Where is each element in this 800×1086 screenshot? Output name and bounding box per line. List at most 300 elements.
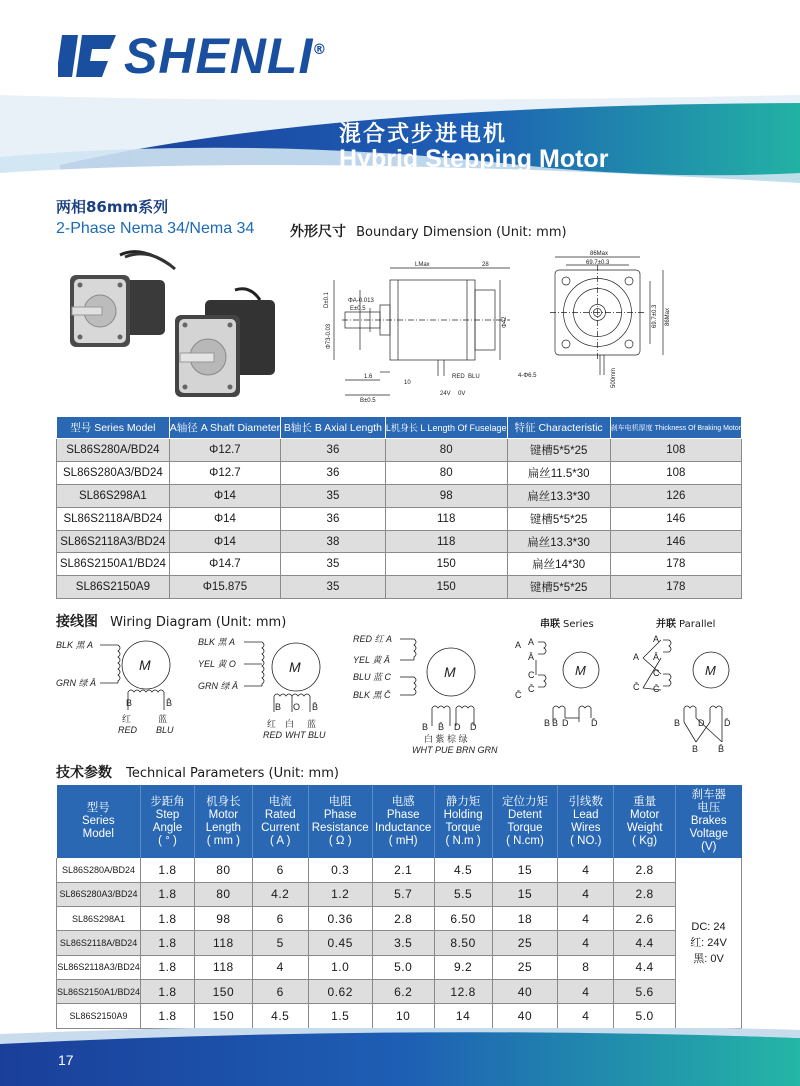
tech-row	[57, 955, 742, 979]
spec-cell: SL86S2118A3/BD24	[57, 530, 170, 553]
tech-header-cell	[434, 785, 492, 858]
d2-blk: BLK 黑 A	[198, 637, 236, 647]
d5-b: B	[674, 718, 681, 728]
tech-table	[56, 785, 742, 1029]
tech-cell: 1.5	[308, 1004, 372, 1028]
tech-header-row	[57, 785, 742, 858]
d1-red-en: RED	[118, 725, 138, 735]
d2-yel: YEL 黄 O	[198, 659, 236, 669]
d5-abar: Ā	[653, 652, 660, 662]
dim-blu: BLU	[468, 374, 480, 380]
dim-d73: Φ73-0.03	[326, 323, 332, 349]
d1-blu-zh: 蓝	[158, 714, 168, 724]
spec-cell: Φ12.7	[169, 461, 280, 484]
tech-cell: 18	[492, 907, 558, 931]
tech-header-line: 步距角	[150, 795, 185, 808]
d3-bbar: B̄	[438, 722, 445, 732]
d4-cbar: C̄	[528, 684, 535, 694]
tech-cell: 40	[492, 1004, 558, 1028]
tech-cell: 2.8	[372, 907, 434, 931]
motor-photos	[60, 245, 285, 410]
tech-header-line: Holding	[443, 808, 483, 821]
d4-a2: A	[515, 640, 522, 650]
tech-title-en: Technical Parameters (Unit: mm)	[126, 766, 339, 781]
series-label-zh: 串联	[540, 619, 560, 630]
d3-colors-en: WHT PUE BRN GRN	[412, 745, 498, 755]
tech-cell: 1.0	[308, 955, 372, 979]
dim-16: 1.6	[364, 374, 373, 380]
brand-name: SHENLI	[124, 28, 314, 84]
tech-cell: 4.5	[434, 858, 492, 882]
tech-header-line: Resistance	[311, 821, 369, 834]
tech-header-line: 刹车器	[691, 789, 727, 801]
tech-cell: 0.36	[308, 907, 372, 931]
tech-header-line: Series	[81, 815, 115, 827]
tech-cell: 118	[194, 955, 252, 979]
tech-cell: 5.0	[372, 955, 434, 979]
spec-row	[57, 553, 742, 576]
front-view-drawing	[500, 245, 680, 405]
tech-header-line: 重量	[633, 795, 657, 808]
tech-cell: 2.8	[614, 882, 676, 906]
d5-motor: M	[705, 663, 716, 678]
tech-header-line: Torque	[445, 821, 481, 834]
d3-colors-zh: 白 紫 棕 绿	[424, 734, 468, 744]
spec-row	[57, 439, 742, 462]
parallel-label	[656, 615, 715, 630]
wiring-heading	[56, 611, 286, 631]
d5-a2: A	[633, 652, 640, 662]
side-view-drawing	[320, 250, 530, 410]
dim-d: D±0.1	[324, 292, 330, 308]
spec-cell: 扁丝11.5*30	[507, 461, 610, 484]
d1-bbar: B̄	[166, 698, 173, 708]
brake-voltage-line: 黑: 0V	[693, 952, 724, 965]
tech-header-line: Model	[82, 828, 114, 840]
dim-86max: 86Max	[590, 251, 609, 257]
tech-header-line: 电感	[391, 795, 415, 808]
tech-cell: 4.2	[252, 882, 308, 906]
tech-header-line: 电流	[268, 795, 292, 808]
spec-cell: 36	[281, 507, 386, 530]
tech-cell: 10	[372, 1004, 434, 1028]
dim-a: ΦA-0.013	[348, 298, 374, 304]
tech-cell: 6	[252, 858, 308, 882]
tech-cell: SL86S280A/BD24	[57, 858, 141, 882]
tech-cell: 150	[194, 1004, 252, 1028]
d4-dbar: D̄	[591, 718, 598, 728]
spec-cell: 36	[281, 461, 386, 484]
tech-header-cell	[194, 785, 252, 858]
spec-cell: SL86S2150A9	[57, 576, 170, 599]
tech-cell: 40	[492, 979, 558, 1003]
tech-header-line: 电阻	[328, 795, 352, 808]
tech-header-line: Detent	[508, 808, 542, 821]
tech-row	[57, 858, 742, 882]
tech-title-zh: 技术参数	[56, 765, 112, 781]
tech-header-cell	[57, 785, 141, 858]
d2-wht-zh: 白	[285, 719, 295, 729]
d3-yel: YEL 黄 Ā	[353, 655, 390, 665]
d4-abar: Ā	[528, 652, 535, 662]
tech-cell: 5.0	[614, 1004, 676, 1028]
tech-cell: 6.50	[434, 907, 492, 931]
tech-row	[57, 907, 742, 931]
spec-row	[57, 484, 742, 507]
footer-band	[0, 1028, 800, 1086]
tech-header-line: Step	[155, 808, 180, 821]
tech-cell: 15	[492, 858, 558, 882]
tech-header-line: Motor	[629, 808, 660, 821]
d3-blk: BLK 黑 C̄	[353, 690, 391, 700]
tech-header-cell	[492, 785, 558, 858]
d5-dbar: D̄	[724, 718, 731, 728]
wiring-title-zh: 接线图	[56, 614, 98, 630]
tech-header-cell	[558, 785, 614, 858]
d2-red-en: RED	[263, 730, 283, 740]
dim-697b: 69.7±0.3	[652, 304, 658, 328]
d5-a: A	[653, 634, 660, 644]
d4-a: A	[528, 637, 535, 647]
d1-blu-en: BLU	[156, 725, 174, 735]
spec-cell: 键槽5*5*25	[507, 439, 610, 462]
wiring-diagrams	[56, 630, 746, 760]
tech-cell: 4.4	[614, 931, 676, 955]
spec-row	[57, 530, 742, 553]
tech-cell: 25	[492, 955, 558, 979]
spec-cell: 108	[610, 461, 741, 484]
tech-header-line: Rated	[264, 808, 296, 821]
page-title-en: Hybrid Stepping Motor	[339, 145, 609, 173]
series-title-zh: 两相86mm系列	[56, 198, 169, 216]
spec-cell: SL86S2118A/BD24	[57, 507, 170, 530]
brake-voltage-cell	[676, 858, 742, 1028]
spec-cell: 扁丝14*30	[507, 553, 610, 576]
spec-cell: 178	[610, 576, 741, 599]
tech-cell: 2.1	[372, 858, 434, 882]
dimension-title-en: Boundary Dimension (Unit: mm)	[356, 225, 567, 240]
parallel-label-en: Parallel	[679, 619, 716, 630]
d2-o: O	[293, 702, 301, 712]
d3-red: RED 红 A	[353, 634, 393, 644]
spec-cell: 36	[281, 439, 386, 462]
tech-header-line: Phase	[323, 808, 357, 821]
tech-heading	[56, 762, 339, 782]
spec-cell: SL86S280A/BD24	[57, 439, 170, 462]
wiring-title-en: Wiring Diagram (Unit: mm)	[110, 615, 287, 630]
tech-cell: 4	[558, 858, 614, 882]
tech-cell: 6	[252, 979, 308, 1003]
d5-bbar: B̄	[718, 744, 725, 754]
d1-grn: GRN 绿 Ā	[56, 678, 97, 688]
d4-b: B	[544, 718, 551, 728]
tech-row	[57, 931, 742, 955]
series-title-en: 2-Phase Nema 34/Nema 34	[56, 220, 255, 237]
tech-header-line: Phase	[386, 808, 420, 821]
d3-b: B	[422, 722, 429, 732]
d3-d: D	[454, 722, 461, 732]
tech-cell: 4	[558, 882, 614, 906]
spec-row	[57, 461, 742, 484]
tech-cell: 5.5	[434, 882, 492, 906]
tech-header-line: ( N.cm)	[506, 834, 544, 847]
tech-cell: 4	[558, 907, 614, 931]
dim-lmax: LMax	[415, 262, 430, 268]
d1-red-zh: 红	[122, 714, 132, 724]
tech-cell: 0.62	[308, 979, 372, 1003]
spec-cell: Φ14	[169, 507, 280, 530]
tech-header-line: ( mm )	[206, 834, 240, 847]
d2-motor: M	[289, 659, 301, 675]
tech-cell: 1.8	[141, 931, 195, 955]
tech-header-cell	[614, 785, 676, 858]
tech-cell: 1.8	[141, 955, 195, 979]
tech-cell: 1.8	[141, 979, 195, 1003]
spec-header-characteristic: 特征 Characteristic	[507, 417, 610, 439]
tech-cell: 98	[194, 907, 252, 931]
spec-cell: 118	[385, 507, 507, 530]
d4-bbar: B̄	[552, 718, 559, 728]
tech-cell: 1.8	[141, 882, 195, 906]
registered-mark: ®	[312, 42, 328, 58]
tech-header-cell	[676, 785, 742, 858]
tech-cell: 4.4	[614, 955, 676, 979]
spec-header-model: 型号 Series Model	[57, 417, 170, 439]
tech-header-line: Torque	[507, 821, 543, 834]
tech-cell: SL86S2118A3/BD24	[57, 955, 141, 979]
spec-cell: 80	[385, 439, 507, 462]
spec-cell: 126	[610, 484, 741, 507]
d2-wht-en: WHT	[285, 730, 306, 740]
spec-header-braking: 刹车电机厚度 Thickness Of Braking Motor	[610, 417, 741, 439]
tech-cell: 4.5	[252, 1004, 308, 1028]
spec-header-axial: B轴长 B Axial Length	[281, 417, 386, 439]
spec-cell: 35	[281, 484, 386, 507]
tech-cell: 1.8	[141, 858, 195, 882]
tech-cell: 150	[194, 979, 252, 1003]
d3-dbar: D̄	[470, 722, 477, 732]
tech-header-line: Weight	[626, 821, 663, 834]
spec-row	[57, 576, 742, 599]
tech-cell: 5.7	[372, 882, 434, 906]
d5-d: D	[698, 718, 705, 728]
tech-cell: SL86S298A1	[57, 907, 141, 931]
tech-header-line: ( A )	[270, 834, 291, 847]
d3-blu: BLU 蓝 C	[353, 672, 392, 682]
tech-cell: 8	[558, 955, 614, 979]
tech-header-line: Length	[205, 821, 241, 834]
d5-c: C	[653, 668, 660, 678]
d2-grn: GRN 绿 Ā	[198, 681, 239, 691]
tech-cell: 15	[492, 882, 558, 906]
tech-header-line: Motor	[208, 808, 239, 821]
tech-cell: SL86S2150A1/BD24	[57, 979, 141, 1003]
spec-cell: Φ15.875	[169, 576, 280, 599]
d1-b: B	[126, 698, 133, 708]
series-label	[540, 615, 594, 630]
tech-cell: 0.3	[308, 858, 372, 882]
tech-cell: 1.8	[141, 1004, 195, 1028]
spec-cell: 98	[385, 484, 507, 507]
spec-cell: 146	[610, 507, 741, 530]
tech-header-line: ( N.m )	[445, 834, 481, 847]
page-title-zh: 混合式步进电机	[339, 122, 508, 147]
d1-motor: M	[139, 657, 151, 673]
tech-header-line: Current	[261, 821, 300, 834]
d5-cbar: C̄	[653, 684, 660, 694]
spec-cell: 35	[281, 576, 386, 599]
dim-d42: Φ42	[502, 316, 508, 328]
spec-cell: 150	[385, 553, 507, 576]
spec-cell: 178	[610, 553, 741, 576]
dim-500mm: 500mm	[611, 367, 617, 388]
tech-header-line: 静力矩	[445, 795, 481, 808]
parallel-label-zh: 并联	[656, 619, 676, 630]
tech-header-line: ( Ω )	[328, 834, 352, 847]
spec-cell: 80	[385, 461, 507, 484]
tech-cell: 6.2	[372, 979, 434, 1003]
tech-header-line: Lead	[573, 808, 599, 821]
d4-c: C	[528, 670, 535, 680]
tech-header-line: 机身长	[206, 795, 241, 808]
tech-cell: 1.2	[308, 882, 372, 906]
tech-header-line: Wires	[571, 821, 601, 834]
tech-header-line: Voltage	[689, 828, 728, 840]
tech-cell: SL86S2118A/BD24	[57, 931, 141, 955]
tech-header-cell	[141, 785, 195, 858]
spec-header-row	[57, 417, 742, 439]
tech-cell: 14	[434, 1004, 492, 1028]
page-number: 17	[58, 1052, 74, 1068]
d2-b: B	[275, 702, 282, 712]
spec-cell: SL86S298A1	[57, 484, 170, 507]
tech-cell: 9.2	[434, 955, 492, 979]
brake-voltage-line: 红: 24V	[690, 936, 727, 949]
d1-blk: BLK 黑 A	[56, 640, 94, 650]
tech-header-line: Inductance	[375, 821, 432, 834]
tech-cell: 80	[194, 858, 252, 882]
tech-cell: 3.5	[372, 931, 434, 955]
spec-header-length: L机身长 L Length Of Fuselage	[385, 417, 507, 439]
tech-cell: 12.8	[434, 979, 492, 1003]
tech-header-line: ( NO.)	[570, 834, 602, 847]
spec-cell: 扁丝13.3*30	[507, 484, 610, 507]
tech-cell: 0.45	[308, 931, 372, 955]
spec-cell: SL86S280A3/BD24	[57, 461, 170, 484]
dimension-title-zh: 外形尺寸	[290, 224, 346, 240]
tech-header-cell	[252, 785, 308, 858]
dim-10: 10	[404, 380, 411, 386]
spec-cell: 118	[385, 530, 507, 553]
dim-0v: 0V	[458, 391, 466, 397]
dim-28: 28	[482, 262, 489, 268]
d2-blu-en: BLU	[308, 730, 326, 740]
spec-cell: Φ12.7	[169, 439, 280, 462]
tech-header-line: ( Kg)	[632, 834, 658, 847]
spec-cell: 38	[281, 530, 386, 553]
tech-cell: 2.6	[614, 907, 676, 931]
d4-cbar2: C̄	[515, 690, 522, 700]
tech-row	[57, 1004, 742, 1028]
series-label-en: Series	[563, 619, 594, 630]
tech-cell: 6	[252, 907, 308, 931]
spec-cell: 108	[610, 439, 741, 462]
tech-cell: 2.8	[614, 858, 676, 882]
tech-row	[57, 882, 742, 906]
tech-cell: 4	[252, 955, 308, 979]
tech-cell: 4	[558, 1004, 614, 1028]
spec-cell: Φ14	[169, 530, 280, 553]
spec-row	[57, 507, 742, 530]
d2-bbar: B̄	[312, 702, 319, 712]
tech-header-line: (V)	[701, 841, 717, 853]
tech-header-line: Brakes	[690, 815, 727, 827]
brand-logo	[58, 28, 328, 84]
tech-header-line: ( mH)	[388, 834, 418, 847]
spec-cell: Φ14.7	[169, 553, 280, 576]
brake-voltage-line: DC: 24	[691, 920, 726, 933]
dim-24v: 24V	[440, 391, 451, 397]
dim-697a: 69.7±0.3	[586, 260, 610, 266]
d5-b2: B	[692, 744, 699, 754]
tech-cell: 1.8	[141, 907, 195, 931]
spec-cell: 键槽5*5*25	[507, 507, 610, 530]
dim-red: RED	[452, 374, 465, 380]
spec-cell: 146	[610, 530, 741, 553]
dim-b: B±0.5	[360, 398, 376, 404]
tech-header-line: 电压	[697, 802, 721, 814]
dim-86max-b: 86Max	[665, 307, 671, 326]
tech-cell: 25	[492, 931, 558, 955]
tech-header-line: 定位力矩	[501, 795, 548, 808]
d4-motor: M	[575, 663, 586, 678]
tech-header-cell	[372, 785, 434, 858]
spec-cell: 150	[385, 576, 507, 599]
tech-cell: 118	[194, 931, 252, 955]
tech-cell: 80	[194, 882, 252, 906]
logo-mark-icon	[58, 31, 120, 81]
spec-cell: SL86S2150A1/BD24	[57, 553, 170, 576]
tech-row	[57, 979, 742, 1003]
d5-cbar2: C̄	[633, 682, 640, 692]
dim-e: E±0.5	[350, 306, 366, 312]
d4-d: D	[562, 718, 569, 728]
dim-holes: 4-Φ6.5	[518, 373, 537, 379]
spec-cell: 扁丝13.3*30	[507, 530, 610, 553]
tech-header-cell	[308, 785, 372, 858]
tech-cell: 5	[252, 931, 308, 955]
tech-cell: 4	[558, 931, 614, 955]
spec-header-shaft: A轴径 A Shaft Diameter	[169, 417, 280, 439]
tech-header-line: 引线数	[568, 795, 604, 808]
tech-cell: SL86S280A3/BD24	[57, 882, 141, 906]
spec-cell: 35	[281, 553, 386, 576]
d3-motor: M	[444, 664, 456, 680]
d2-red-zh: 红	[267, 719, 277, 729]
dimension-heading	[290, 221, 567, 241]
tech-cell: 8.50	[434, 931, 492, 955]
spec-table	[56, 416, 742, 599]
d2-blu-zh: 蓝	[307, 719, 317, 729]
tech-header-line: ( ° )	[158, 834, 177, 847]
tech-cell: 5.6	[614, 979, 676, 1003]
tech-cell: 4	[558, 979, 614, 1003]
spec-cell: Φ14	[169, 484, 280, 507]
spec-cell: 键槽5*5*25	[507, 576, 610, 599]
tech-cell: SL86S2150A9	[57, 1004, 141, 1028]
tech-header-line: 型号	[86, 802, 110, 814]
tech-header-line: Angle	[152, 821, 183, 834]
